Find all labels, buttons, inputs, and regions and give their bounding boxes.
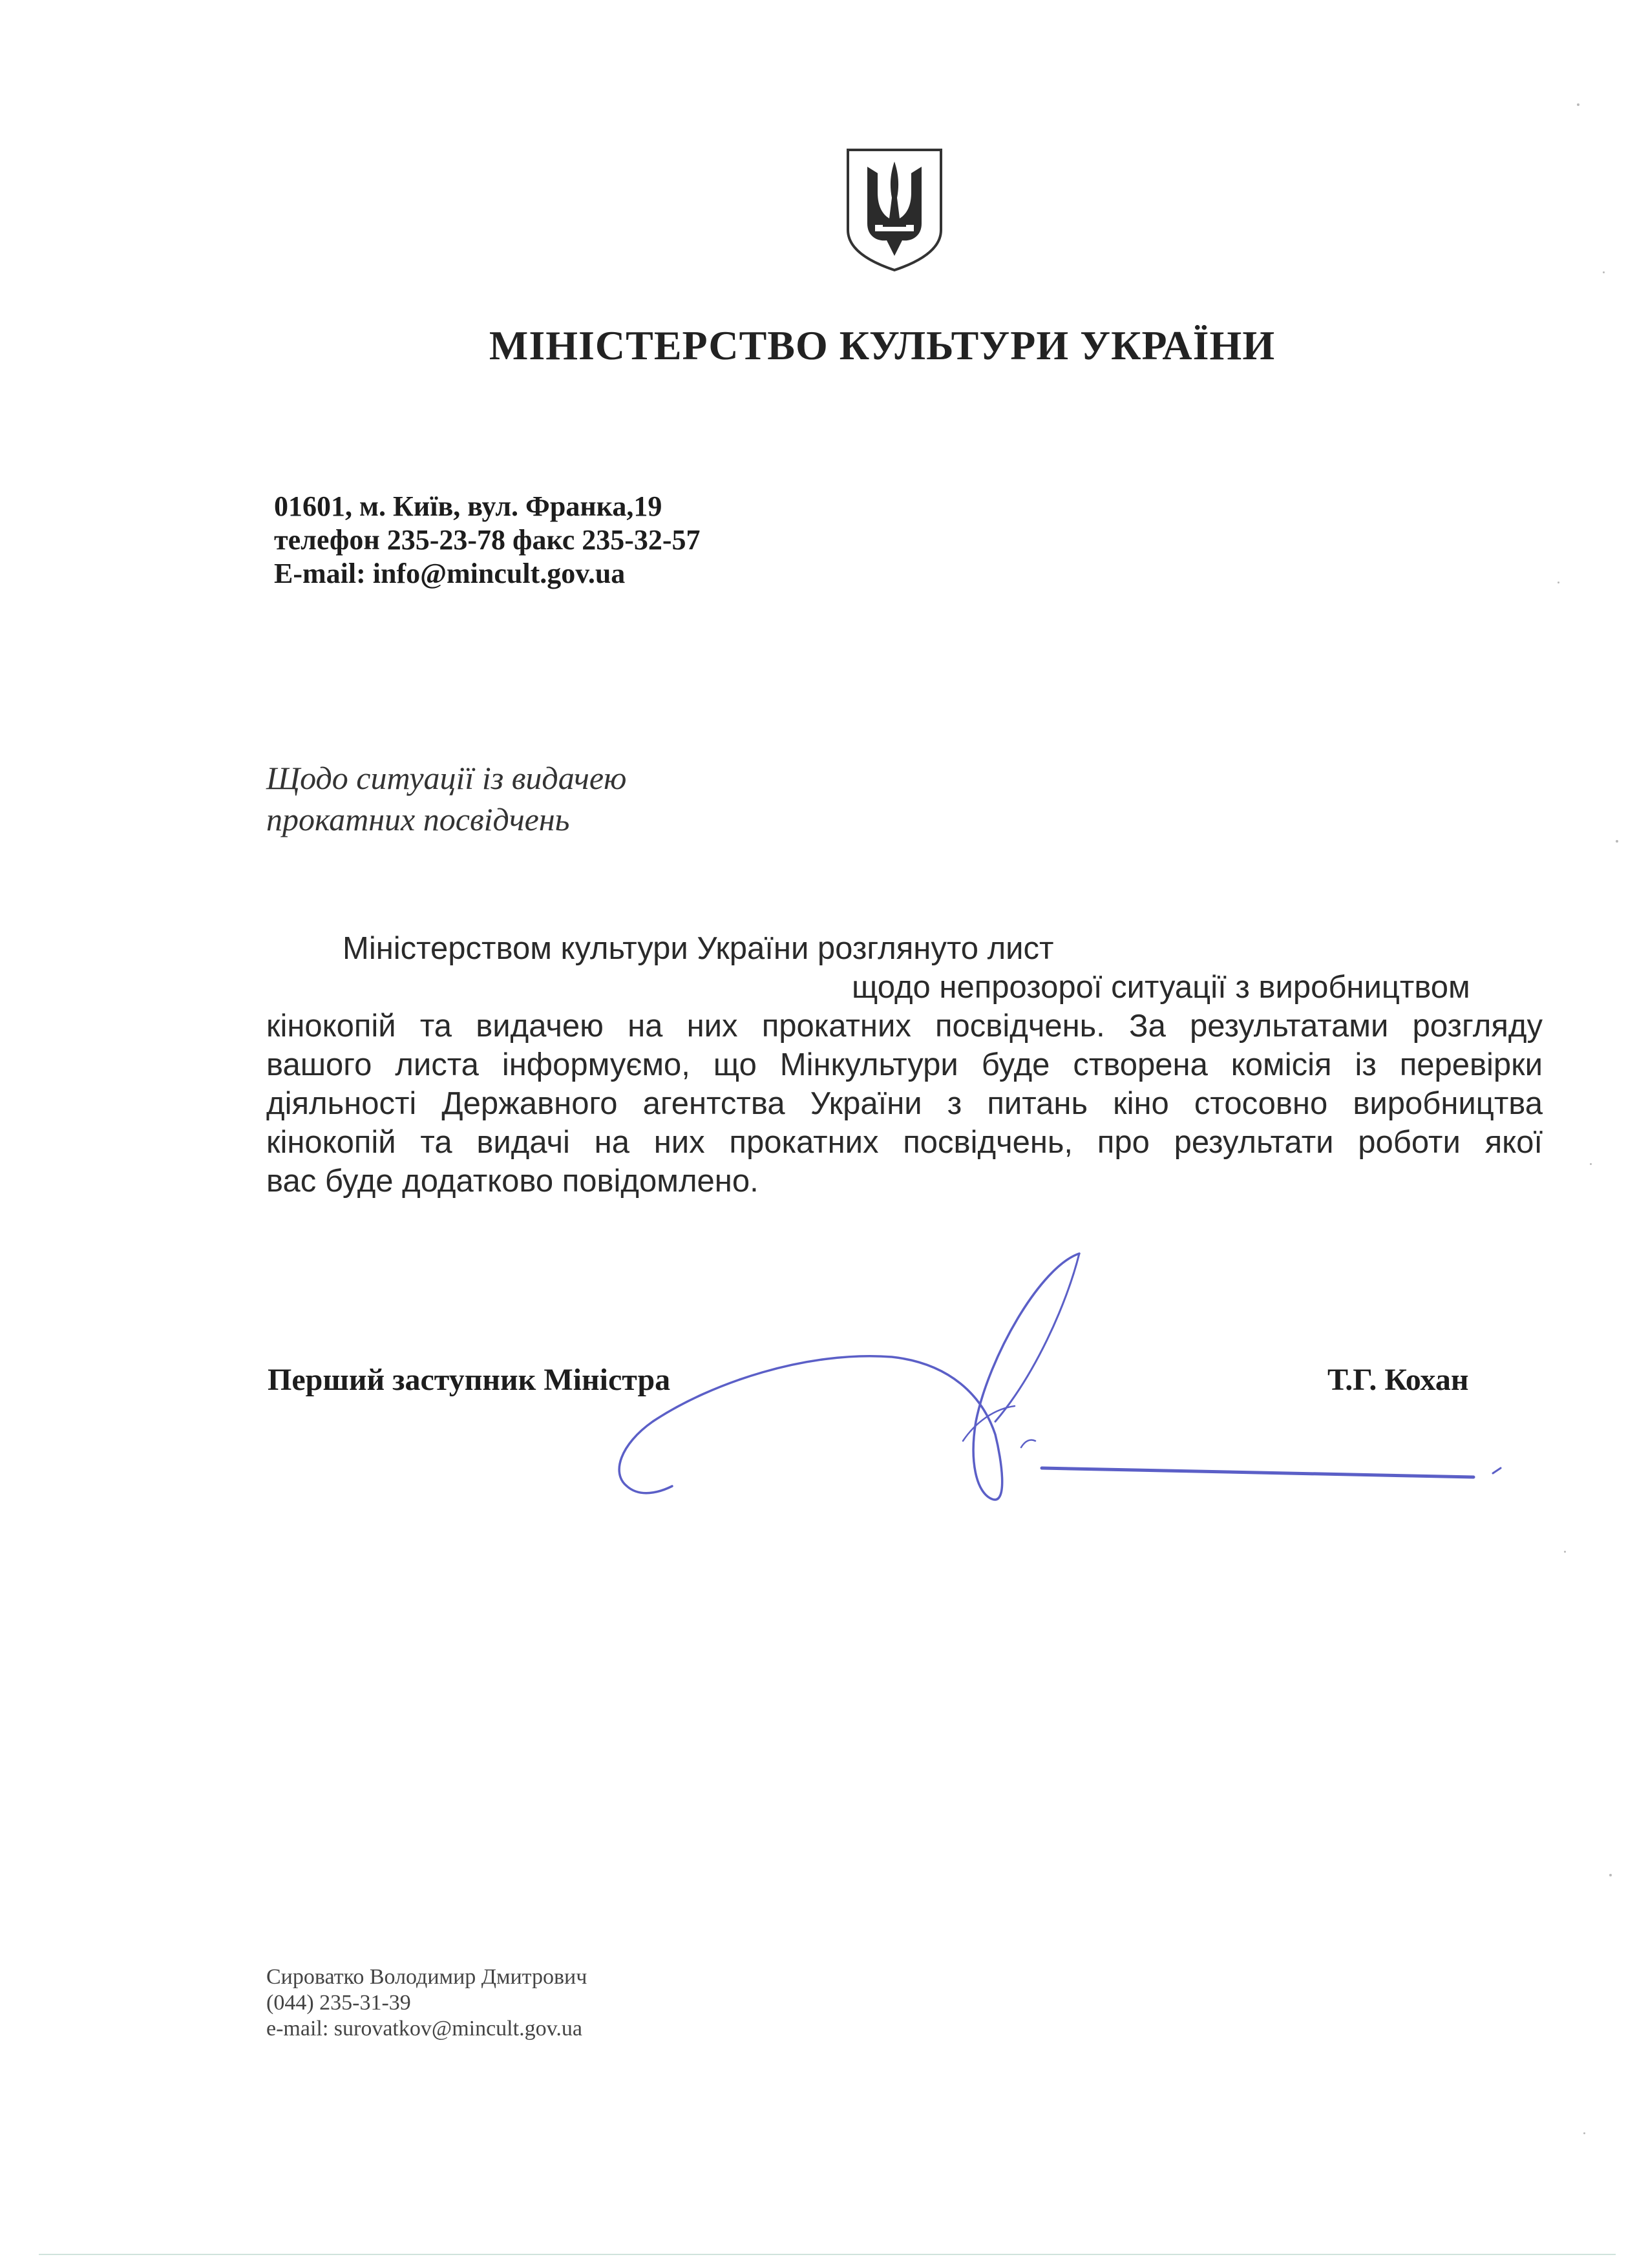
- executor-contact: [266, 1964, 587, 2042]
- letter-body: [266, 929, 1543, 1201]
- scan-speck: [1558, 582, 1559, 583]
- scan-speck: [1616, 840, 1618, 843]
- body-line: діяльності Державного агентства України з питань кіно стосовно виробництва: [266, 1086, 1543, 1121]
- ministry-title: МІНІСТЕРСТВО КУЛЬТУРИ УКРАЇНИ: [489, 322, 1276, 368]
- scan-speck: [1590, 1163, 1592, 1165]
- address-line: 01601, м. Київ, вул. Франка,19: [274, 490, 662, 522]
- phone-fax-line: телефон 235-23-78 факс 235-32-57: [274, 524, 701, 556]
- body-line: Міністерством культури України розглянуто лист: [343, 931, 1054, 966]
- subject-block: [266, 757, 626, 840]
- body-line: кінокопій та видачі на них прокатних посвідчень, про результати роботи якої: [266, 1125, 1543, 1160]
- email-line: E-mail: info@mincult.gov.ua: [274, 558, 626, 589]
- executor-phone: (044) 235-31-39: [266, 1991, 411, 2015]
- scan-speck: [1603, 271, 1605, 273]
- scan-speck: [1609, 1874, 1612, 1876]
- subject-line: Щодо ситуації із видачею: [266, 760, 627, 796]
- scan-edge-line: [39, 2254, 1616, 2255]
- subject-line: прокатних посвідчень: [266, 801, 570, 837]
- scan-speck: [1583, 2132, 1585, 2134]
- scan-speck: [1564, 1551, 1566, 1553]
- body-line: вас буде додатково повідомлено.: [266, 1164, 759, 1199]
- address-block: [274, 490, 701, 591]
- coat-of-arms-icon: [844, 147, 945, 273]
- body-line: щодо непрозорої ситуації з виробництвом: [852, 970, 1470, 1005]
- body-line: кінокопій та видачею на них прокатних посвідчень. За результатами розгляду: [266, 1009, 1543, 1044]
- handwritten-signature: [614, 1228, 1532, 1577]
- executor-email: e-mail: surovatkov@mincult.gov.ua: [266, 2017, 582, 2041]
- executor-name: Сироватко Володимир Дмитрович: [266, 1965, 587, 1989]
- signatory-name: Т.Г. Кохан: [1327, 1363, 1469, 1397]
- scan-speck: [1577, 103, 1579, 106]
- body-line: вашого листа інформуємо, що Мінкультури буде створена комісія із перевірки: [266, 1047, 1543, 1082]
- signatory-role: Перший заступник Міністра: [268, 1363, 671, 1397]
